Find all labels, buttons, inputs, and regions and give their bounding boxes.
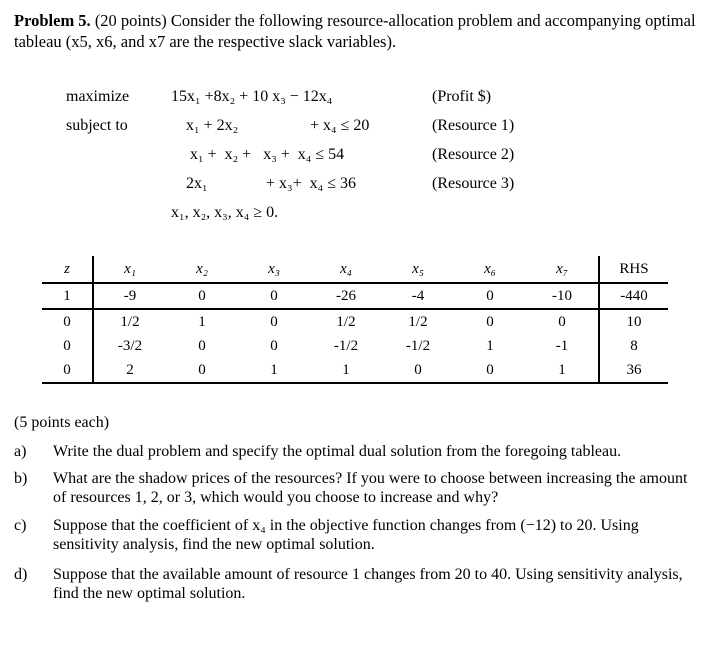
table-cell: -10 xyxy=(526,283,599,309)
table-cell: 0 xyxy=(270,313,278,330)
question-b-text: What are the shadow prices of the resources? If you were to choose between increasing the amount of resources 1, 2, or 3, which would you choose to increase and why? xyxy=(53,470,688,506)
table-cell: -1/2 xyxy=(405,337,431,354)
table-row xyxy=(42,283,668,309)
table-cell: -3/2 xyxy=(93,334,166,358)
table-cell: 0 xyxy=(63,337,71,354)
table-cell: 0 xyxy=(454,358,526,383)
maximize-label: maximize xyxy=(66,88,130,105)
table-cell: 0 xyxy=(238,283,310,309)
question-b-label: b) xyxy=(14,470,28,487)
problem-statement: (20 points) Consider the following resource-allocation problem and accompanying optimal tableau (x5, x6, and x7 are the respective slack variables). xyxy=(14,11,696,51)
table-row xyxy=(42,334,668,358)
question-d-label: d) xyxy=(14,566,28,583)
optimal-tableau xyxy=(42,256,668,384)
table-cell: 0 xyxy=(454,283,526,309)
constraint-3-note: (Resource 3) xyxy=(432,175,515,192)
subject-to-label: subject to xyxy=(66,117,128,134)
table-cell: 0 xyxy=(270,337,278,354)
table-cell: 1 xyxy=(310,358,382,383)
points-note: (5 points each) xyxy=(14,414,110,431)
table-row xyxy=(42,309,668,334)
table-cell: -1/2 xyxy=(333,337,359,354)
table-cell: -440 xyxy=(599,283,668,309)
constraint-1-rhs: + x₄ ≤ 20 xyxy=(310,117,370,134)
table-cell: 2 xyxy=(93,358,166,383)
table-cell: 0 xyxy=(166,283,238,309)
table-cell: 1 xyxy=(198,313,206,330)
table-cell: 0 xyxy=(486,313,494,330)
table-cell: 1 xyxy=(486,337,494,354)
nonnegativity: x₁, x₂, x₃, x₄ ≥ 0. xyxy=(171,204,279,221)
problem-intro xyxy=(14,10,714,52)
constraint-1-note: (Resource 1) xyxy=(432,117,515,134)
header-x5: x₅ xyxy=(382,256,454,283)
problem-title: Problem 5. xyxy=(14,11,91,30)
constraint-2-lhs: x₁ + x₂ + x₃ + x₄ ≤ 54 xyxy=(190,146,345,163)
header-x1: x₁ xyxy=(93,256,166,283)
header-x4: x₄ xyxy=(310,256,382,283)
table-cell: 1 xyxy=(238,358,310,383)
tableau-header-row xyxy=(42,256,668,283)
objective-function: 15x₁ +8x₂ + 10 x₃ − 12x₄ xyxy=(171,88,333,105)
table-cell: -4 xyxy=(382,283,454,309)
table-cell: 0 xyxy=(382,358,454,383)
question-a-label: a) xyxy=(14,443,27,460)
header-x2: x₂ xyxy=(166,256,238,283)
question-c-text: Suppose that the coefficient of x₄ in the objective function changes from (−12) to 20. Using sensitivity analysis, find the new optimal solution. xyxy=(53,517,639,553)
constraint-3-rhs: + x₃+ x₄ ≤ 36 xyxy=(266,175,356,192)
constraint-2-note: (Resource 2) xyxy=(432,146,515,163)
question-d-text: Suppose that the available amount of resource 1 changes from 20 to 40. Using sensitivity analysis, find the new optimal solution. xyxy=(53,566,683,602)
table-cell: 1/2 xyxy=(408,313,428,330)
objective-note: (Profit $) xyxy=(432,88,492,105)
table-cell: 0 xyxy=(198,337,206,354)
header-x6: x₆ xyxy=(454,256,526,283)
table-cell: 10 xyxy=(626,313,642,330)
table-cell: -26 xyxy=(310,283,382,309)
header-z: z xyxy=(42,256,93,283)
table-cell: 0 xyxy=(42,358,93,383)
constraint-3-lhs: 2x₁ xyxy=(186,175,208,192)
table-cell: -9 xyxy=(93,283,166,309)
table-cell: 36 xyxy=(599,358,668,383)
question-c-label: c) xyxy=(14,517,27,534)
table-cell: -1 xyxy=(526,334,599,358)
table-cell: 1 xyxy=(42,283,93,309)
constraint-1-lhs: x₁ + 2x₂ xyxy=(186,117,239,134)
header-x7: x₇ xyxy=(526,256,599,283)
header-x3: x₃ xyxy=(238,256,310,283)
table-cell: 1 xyxy=(526,358,599,383)
table-cell: 8 xyxy=(630,337,638,354)
table-row xyxy=(42,358,668,383)
table-cell: 0 xyxy=(526,309,599,334)
header-rhs: RHS xyxy=(599,256,668,283)
table-cell: 0 xyxy=(166,358,238,383)
table-cell: 1/2 xyxy=(336,313,356,330)
table-cell: 1/2 xyxy=(93,309,166,334)
question-a-text: Write the dual problem and specify the optimal dual solution from the foregoing tableau. xyxy=(53,443,622,460)
table-cell: 0 xyxy=(63,313,71,330)
